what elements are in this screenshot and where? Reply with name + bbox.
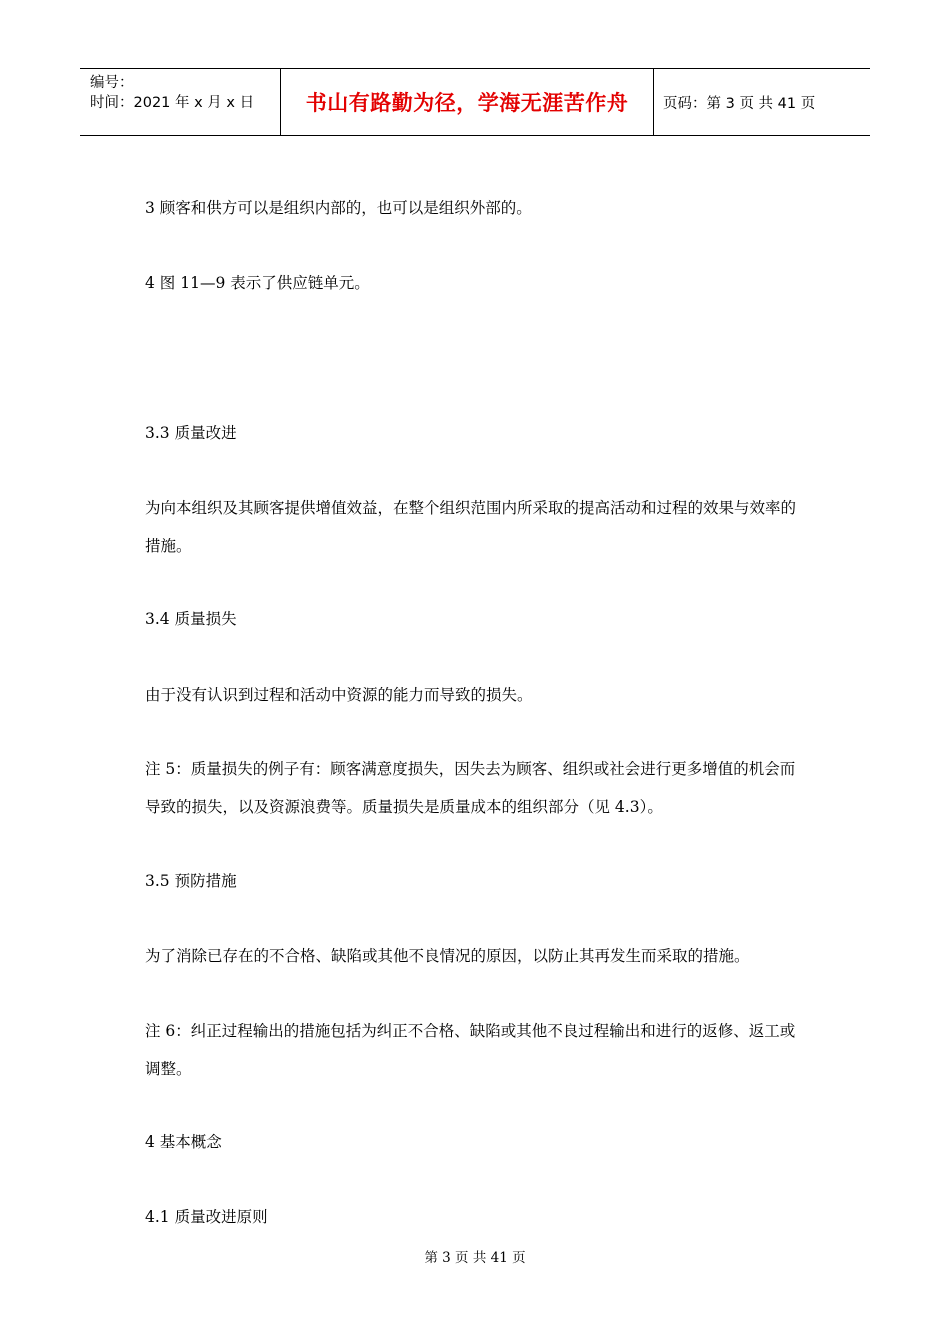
document-number-label: 编号：: [90, 75, 134, 91]
paragraph-definition-3-4: 由于没有认识到过程和活动中资源的能力而导致的损失。: [145, 686, 533, 704]
section-heading-3-5: 3.5 预防措施: [145, 872, 237, 890]
page-footer: 第 3 页 共 41 页: [424, 1250, 526, 1266]
section-heading-3-4: 3.4 质量损失: [145, 610, 237, 628]
document-header: [80, 68, 870, 136]
paragraph-note-3: 3 顾客和供方可以是组织内部的，也可以是组织外部的。: [145, 199, 532, 217]
paragraph-definition-3-5: 为了消除已存在的不合格、缺陷或其他不良情况的原因，以防止其再发生而采取的措施。: [145, 947, 750, 965]
paragraph-definition-3-3: 为向本组织及其顾客提供增值效益，在整个组织范围内所采取的提高活动和过程的效果与效率的措施。: [145, 499, 797, 555]
header-motto: 书山有路勤为径，学海无涯苦作舟: [281, 69, 654, 135]
header-meta-cell: [80, 69, 281, 135]
section-heading-4-1: 4.1 质量改进原则: [145, 1208, 268, 1226]
paragraph-note-5: 注 5：质量损失的例子有：顾客满意度损失，因失去为顾客、组织或社会进行更多增值的机会而导致的损失，以及资源浪费等。质量损失是质量成本的组织部分（见 4.3）。: [145, 760, 796, 816]
section-heading-3-3: 3.3 质量改进: [145, 424, 237, 442]
section-heading-4: 4 基本概念: [145, 1133, 222, 1151]
paragraph-note-6: 注 6：纠正过程输出的措施包括为纠正不合格、缺陷或其他不良过程输出和进行的返修、返工或调整。: [145, 1022, 796, 1078]
header-page-info: 页码：第 3 页 共 41 页: [663, 95, 816, 112]
document-time-label: 时间：2021 年 x 月 x 日: [90, 95, 255, 111]
paragraph-note-4: 4 图 11—9 表示了供应链单元。: [145, 274, 370, 292]
